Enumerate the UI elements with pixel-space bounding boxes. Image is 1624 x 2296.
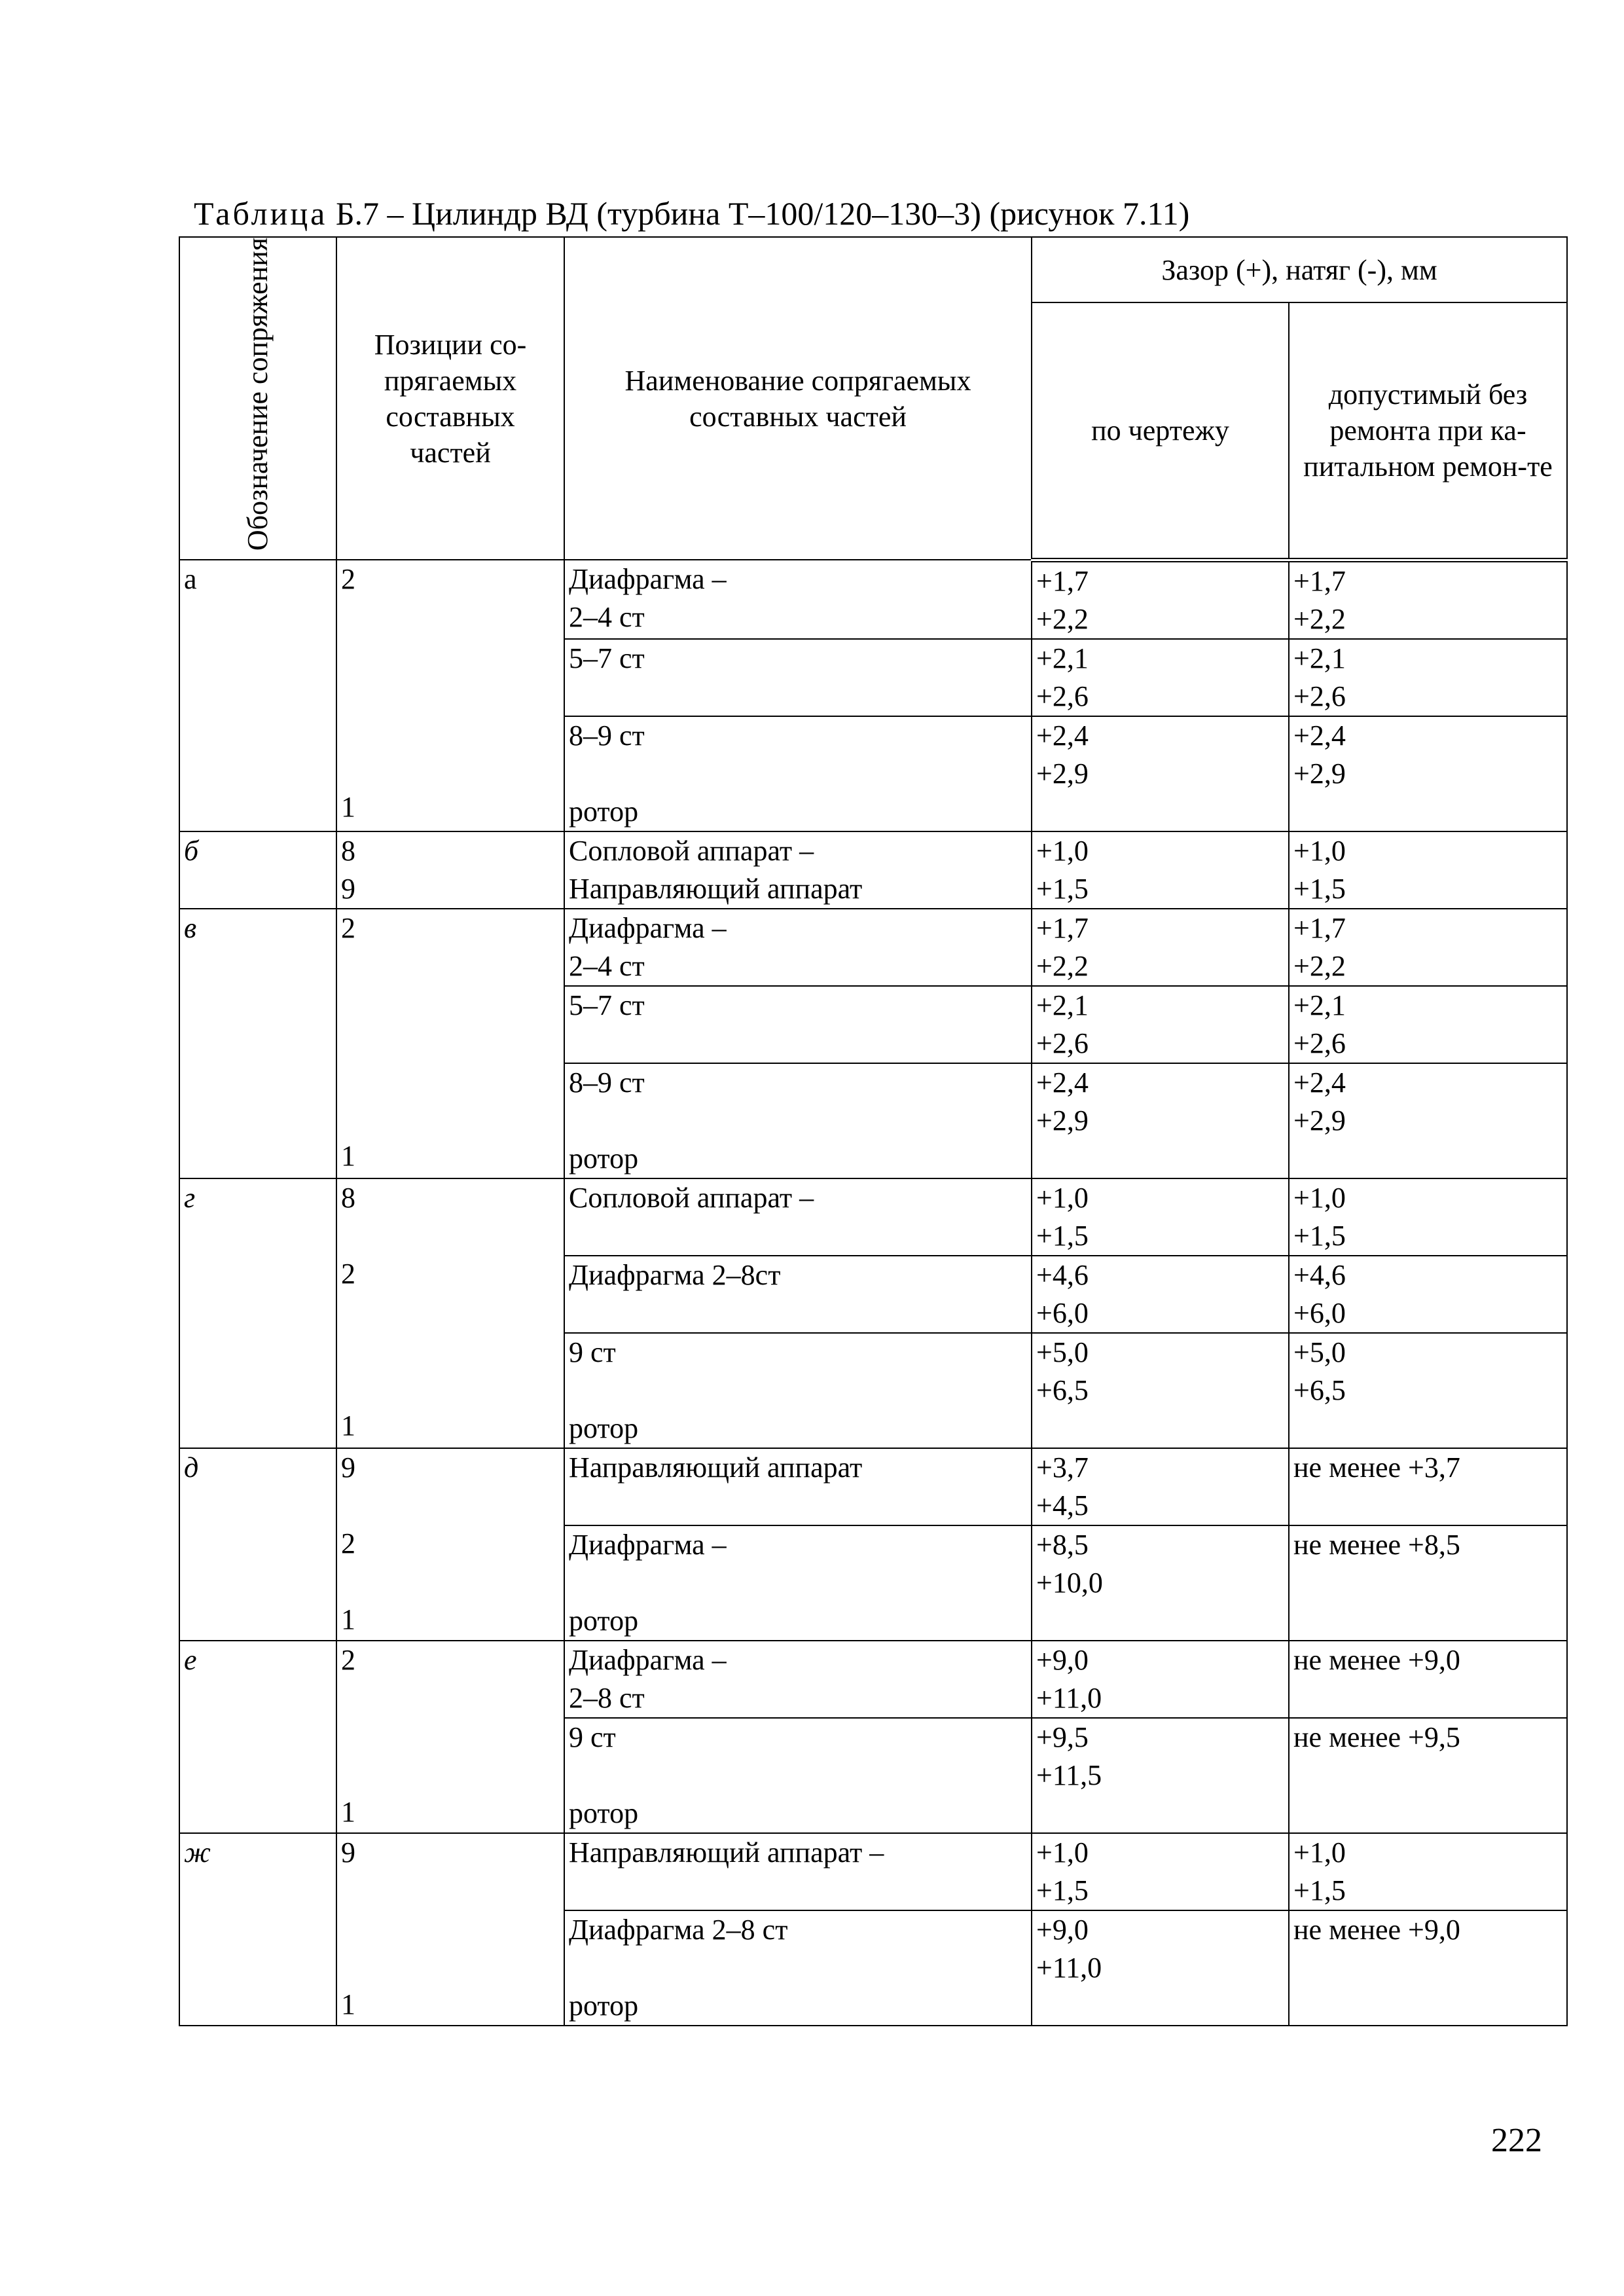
drawing-value-cell-line: +6,5 [1036, 1374, 1089, 1406]
name-cell [564, 1333, 1032, 1448]
position-line [341, 1755, 560, 1793]
table-header [179, 237, 1567, 560]
name-cell-line: Сопловой аппарат – [569, 1181, 814, 1214]
designation-cell: д [179, 1448, 336, 1641]
name-cell-line: ротор [569, 1604, 639, 1637]
allowed-value-cell [1289, 986, 1567, 1063]
drawing-value-cell [1032, 1178, 1289, 1256]
name-cell [564, 1178, 1032, 1256]
allowed-value-cell-line [1293, 1987, 1562, 2025]
position-line [341, 674, 560, 712]
name-cell-line: Диафрагма 2–8ст [569, 1258, 781, 1291]
designation-cell: в [179, 909, 336, 1178]
allowed-value-cell-line [1293, 1564, 1562, 1602]
drawing-value-cell-line: +1,0 [1036, 834, 1089, 867]
position-line [341, 1331, 560, 1369]
drawing-value-cell-line: +2,4 [1036, 719, 1089, 752]
position-line: 1 [341, 1795, 355, 1828]
name-cell [564, 639, 1032, 716]
name-cell [564, 909, 1032, 986]
drawing-value-cell-line: +1,7 [1036, 564, 1089, 597]
drawing-value-cell [1032, 1718, 1289, 1833]
drawing-value-cell-line: +2,2 [1036, 602, 1089, 635]
name-cell [564, 1063, 1032, 1178]
name-cell-line: 5–7 ст [569, 989, 645, 1021]
name-cell [564, 986, 1032, 1063]
drawing-value-cell-line: +10,0 [1036, 1566, 1103, 1599]
name-cell-line: ротор [569, 1989, 639, 2022]
positions-cell [336, 1833, 564, 2026]
name-cell-line [569, 1372, 1027, 1410]
name-cell-line [569, 1872, 1027, 1910]
header-by-drawing: по чертежу [1032, 302, 1289, 560]
name-cell-line [569, 1564, 1027, 1602]
name-cell [564, 831, 1032, 909]
name-cell-line: Направляющий аппарат [569, 872, 863, 905]
drawing-value-cell-line: +1,7 [1036, 911, 1089, 944]
drawing-value-cell-line: +4,6 [1036, 1258, 1089, 1291]
drawing-value-cell-line [1036, 1602, 1284, 1640]
allowed-value-cell [1289, 639, 1567, 716]
position-line [341, 1872, 560, 1910]
drawing-value-cell [1032, 1063, 1289, 1178]
name-cell [564, 1718, 1032, 1833]
drawing-value-cell-line: +9,0 [1036, 1913, 1089, 1946]
position-line [341, 1487, 560, 1525]
name-cell-line [569, 1757, 1027, 1795]
allowed-value-cell-line: +1,5 [1293, 1219, 1346, 1252]
position-line: 9 [341, 1451, 355, 1484]
allowed-value-cell-line: +1,0 [1293, 1181, 1346, 1214]
position-line: 2 [341, 1257, 355, 1290]
table-row [179, 1641, 1567, 1718]
allowed-value-cell [1289, 1641, 1567, 1718]
name-cell-line: Направляющий аппарат – [569, 1836, 884, 1868]
position-line [341, 1910, 560, 1948]
allowed-value-cell-line: +1,5 [1293, 872, 1346, 905]
allowed-value-cell-line [1293, 1410, 1562, 1448]
allowed-value-cell-line: не менее +9,5 [1293, 1721, 1460, 1753]
header-designation: Обозначение сопряжения [179, 237, 336, 560]
name-cell-line: ротор [569, 1142, 639, 1175]
drawing-value-cell-line: +9,0 [1036, 1643, 1089, 1676]
drawing-value-cell [1032, 1833, 1289, 1910]
position-line [341, 1217, 560, 1255]
drawing-value-cell-line: +2,4 [1036, 1066, 1089, 1099]
allowed-value-cell-line [1293, 1140, 1562, 1178]
drawing-value-cell-line: +11,0 [1036, 1951, 1102, 1984]
position-line: 2 [341, 911, 355, 944]
drawing-value-cell-line: +1,0 [1036, 1181, 1089, 1214]
drawing-value-cell [1032, 1256, 1289, 1333]
allowed-value-cell-line: +2,4 [1293, 1066, 1346, 1099]
allowed-value-cell [1289, 1718, 1567, 1833]
name-cell-line: 2–4 ст [569, 949, 645, 982]
allowed-value-cell-line: +1,7 [1293, 564, 1346, 597]
position-line [341, 985, 560, 1023]
drawing-value-cell-line: +4,5 [1036, 1489, 1089, 1522]
drawing-value-cell-line: +2,1 [1036, 989, 1089, 1021]
allowed-value-cell-line [1293, 1795, 1562, 1832]
designation-cell: е [179, 1641, 336, 1833]
position-line [341, 1061, 560, 1099]
name-cell-line: Диафрагма – [569, 911, 727, 944]
drawing-value-cell-line [1036, 1140, 1284, 1178]
drawing-value-cell-line: +8,5 [1036, 1528, 1089, 1561]
allowed-value-cell [1289, 1063, 1567, 1178]
name-cell-line [569, 1949, 1027, 1987]
position-line [341, 598, 560, 636]
drawing-value-cell-line: +1,5 [1036, 872, 1089, 905]
positions-cell [336, 1178, 564, 1448]
position-line [341, 712, 560, 750]
allowed-value-cell-line: +2,4 [1293, 719, 1346, 752]
drawing-value-cell-line [1036, 1795, 1284, 1832]
name-cell-line: Диафрагма 2–8 ст [569, 1913, 788, 1946]
allowed-value-cell-line: +2,2 [1293, 602, 1346, 635]
drawing-value-cell-line: +2,6 [1036, 1027, 1089, 1059]
allowed-value-cell [1289, 1178, 1567, 1256]
position-line [341, 1369, 560, 1407]
position-line: 1 [341, 791, 355, 824]
allowed-value-cell [1289, 1448, 1567, 1525]
header-positions: Позиции со-прягаемых составных частей [336, 237, 564, 560]
caption-prefix: Таблица [194, 195, 328, 232]
allowed-value-cell [1289, 716, 1567, 831]
table-row [179, 831, 1567, 909]
allowed-value-cell-line: +1,5 [1293, 1874, 1346, 1906]
name-cell-line: 2–8 ст [569, 1681, 645, 1714]
positions-cell [336, 1448, 564, 1641]
position-line: 8 [341, 834, 355, 867]
drawing-value-cell-line: +2,2 [1036, 949, 1089, 982]
allowed-value-cell-line [1293, 1679, 1562, 1717]
position-line [341, 947, 560, 985]
position-line: 1 [341, 1409, 355, 1442]
name-cell-line [569, 1102, 1027, 1140]
position-line: 1 [341, 1988, 355, 2020]
name-cell-line: Направляющий аппарат [569, 1451, 863, 1484]
name-cell-line: Диафрагма – [569, 563, 727, 596]
position-line: 2 [341, 563, 355, 596]
position-line: 9 [341, 1836, 355, 1868]
drawing-value-cell [1032, 1641, 1289, 1718]
name-cell [564, 1641, 1032, 1718]
drawing-value-cell-line: +11,5 [1036, 1758, 1102, 1791]
name-cell-line: 8–9 ст [569, 719, 645, 752]
allowed-value-cell-line: +4,6 [1293, 1258, 1346, 1291]
positions-cell [336, 560, 564, 831]
drawing-value-cell-line: +11,0 [1036, 1681, 1102, 1714]
position-line: 2 [341, 1527, 355, 1559]
allowed-value-cell-line: не менее +9,0 [1293, 1913, 1460, 1946]
header-name: Наименование сопрягаемых составных частей [564, 237, 1032, 560]
position-line [341, 1563, 560, 1601]
position-line [341, 1099, 560, 1137]
allowed-value-cell-line: +5,0 [1293, 1336, 1346, 1368]
drawing-value-cell-line: +1,0 [1036, 1836, 1089, 1868]
allowed-value-cell-line: +2,6 [1293, 680, 1346, 712]
allowed-value-cell [1289, 1833, 1567, 1910]
position-line: 1 [341, 1139, 355, 1172]
name-cell-line: Диафрагма – [569, 1643, 727, 1676]
name-cell-line: ротор [569, 1796, 639, 1829]
position-line: 8 [341, 1181, 355, 1214]
allowed-value-cell-line: не менее +8,5 [1293, 1528, 1460, 1561]
name-cell-line [569, 678, 1027, 716]
allowed-value-cell [1289, 1256, 1567, 1333]
drawing-value-cell [1032, 639, 1289, 716]
allowed-value-cell-line: +2,1 [1293, 989, 1346, 1021]
drawing-value-cell [1032, 1333, 1289, 1448]
drawing-value-cell-line [1036, 793, 1284, 831]
allowed-value-cell-line [1293, 1757, 1562, 1795]
drawing-value-cell [1032, 1448, 1289, 1525]
allowed-value-cell [1289, 1333, 1567, 1448]
drawing-value-cell [1032, 1910, 1289, 2026]
name-cell-line: 2–4 ст [569, 601, 645, 634]
name-cell [564, 560, 1032, 639]
designation-cell: а [179, 560, 336, 831]
name-cell-line: 8–9 ст [569, 1066, 645, 1099]
name-cell [564, 1448, 1032, 1525]
table-row [179, 1833, 1567, 1910]
header-clearance-group: Зазор (+), натяг (-), мм [1032, 237, 1567, 302]
allowed-value-cell-line: +2,9 [1293, 757, 1346, 790]
name-cell [564, 1256, 1032, 1333]
allowed-value-cell-line: +2,2 [1293, 949, 1346, 982]
position-line: 9 [341, 872, 355, 905]
allowed-value-cell [1289, 909, 1567, 986]
name-cell-line [569, 1487, 1027, 1525]
drawing-value-cell [1032, 716, 1289, 831]
drawing-value-cell-line [1036, 1410, 1284, 1448]
drawing-value-cell [1032, 831, 1289, 909]
drawing-value-cell [1032, 560, 1289, 639]
allowed-value-cell-line: не менее +9,0 [1293, 1643, 1460, 1676]
drawing-value-cell-line: +9,5 [1036, 1721, 1089, 1753]
name-cell-line: Диафрагма – [569, 1528, 727, 1561]
name-cell-line [569, 1294, 1027, 1332]
allowed-value-cell [1289, 1525, 1567, 1641]
drawing-value-cell [1032, 986, 1289, 1063]
designation-cell: г [179, 1178, 336, 1448]
positions-cell [336, 831, 564, 909]
table-row [179, 909, 1567, 986]
drawing-value-cell [1032, 909, 1289, 986]
position-line [341, 1948, 560, 1986]
table-caption [194, 192, 1189, 234]
drawing-value-cell-line: +5,0 [1036, 1336, 1089, 1368]
positions-cell [336, 1641, 564, 1833]
table-body [179, 560, 1567, 2026]
position-line: 2 [341, 1643, 355, 1676]
position-line [341, 750, 560, 788]
allowed-value-cell-line [1293, 793, 1562, 831]
allowed-value-cell-line [1293, 1487, 1562, 1525]
allowed-value-cell-line: +1,7 [1293, 911, 1346, 944]
name-cell-line [569, 755, 1027, 793]
drawing-value-cell-line: +1,5 [1036, 1219, 1089, 1252]
caption-text: Б.7 – Цилиндр ВД (турбина Т–100/120–130–3) (рисунок 7.11) [327, 195, 1190, 232]
name-cell [564, 1525, 1032, 1641]
allowed-value-cell [1289, 831, 1567, 909]
name-cell [564, 716, 1032, 831]
drawing-value-cell-line: +2,9 [1036, 757, 1089, 790]
allowed-value-cell [1289, 1910, 1567, 2026]
table-row [179, 560, 1567, 639]
drawing-value-cell [1032, 1525, 1289, 1641]
name-cell [564, 1833, 1032, 1910]
position-line [341, 1023, 560, 1061]
name-cell-line: Сопловой аппарат – [569, 834, 814, 867]
drawing-value-cell-line [1036, 1987, 1284, 2025]
name-cell-line: 5–7 ст [569, 642, 645, 674]
allowed-value-cell-line: +6,0 [1293, 1296, 1346, 1329]
header-allowed: допустимый без ремонта при ка-питальном ремон-те [1289, 302, 1567, 560]
position-line [341, 1679, 560, 1717]
name-cell-line: 9 ст [569, 1721, 616, 1753]
name-cell [564, 1910, 1032, 2026]
page-number: 222 [1491, 2122, 1542, 2159]
allowed-value-cell-line [1293, 1602, 1562, 1640]
drawing-value-cell-line: +3,7 [1036, 1451, 1089, 1484]
position-line [341, 1717, 560, 1755]
allowed-value-cell-line: +1,0 [1293, 834, 1346, 867]
allowed-value-cell-line: не менее +3,7 [1293, 1451, 1460, 1484]
name-cell-line: 9 ст [569, 1336, 616, 1368]
drawing-value-cell-line: +2,9 [1036, 1104, 1089, 1137]
drawing-value-cell-line: +2,6 [1036, 680, 1089, 712]
position-line [341, 1293, 560, 1331]
allowed-value-cell [1289, 560, 1567, 639]
allowed-value-cell-line: +6,5 [1293, 1374, 1346, 1406]
allowed-value-cell-line: +1,0 [1293, 1836, 1346, 1868]
data-table [179, 236, 1568, 2026]
drawing-value-cell-line: +2,1 [1036, 642, 1089, 674]
designation-cell: б [179, 831, 336, 909]
position-line [341, 636, 560, 674]
allowed-value-cell-line: +2,1 [1293, 642, 1346, 674]
table-row [179, 1448, 1567, 1525]
positions-cell [336, 909, 564, 1178]
table-row [179, 1178, 1567, 1256]
drawing-value-cell-line: +1,5 [1036, 1874, 1089, 1906]
name-cell-line: ротор [569, 795, 639, 828]
allowed-value-cell-line: +2,6 [1293, 1027, 1346, 1059]
position-line: 1 [341, 1603, 355, 1635]
drawing-value-cell-line: +6,0 [1036, 1296, 1089, 1329]
allowed-value-cell-line: +2,9 [1293, 1104, 1346, 1137]
name-cell-line [569, 1025, 1027, 1063]
name-cell-line [569, 1217, 1027, 1255]
allowed-value-cell-line [1293, 1949, 1562, 1987]
name-cell-line: ротор [569, 1412, 639, 1444]
designation-cell: ж [179, 1833, 336, 2026]
